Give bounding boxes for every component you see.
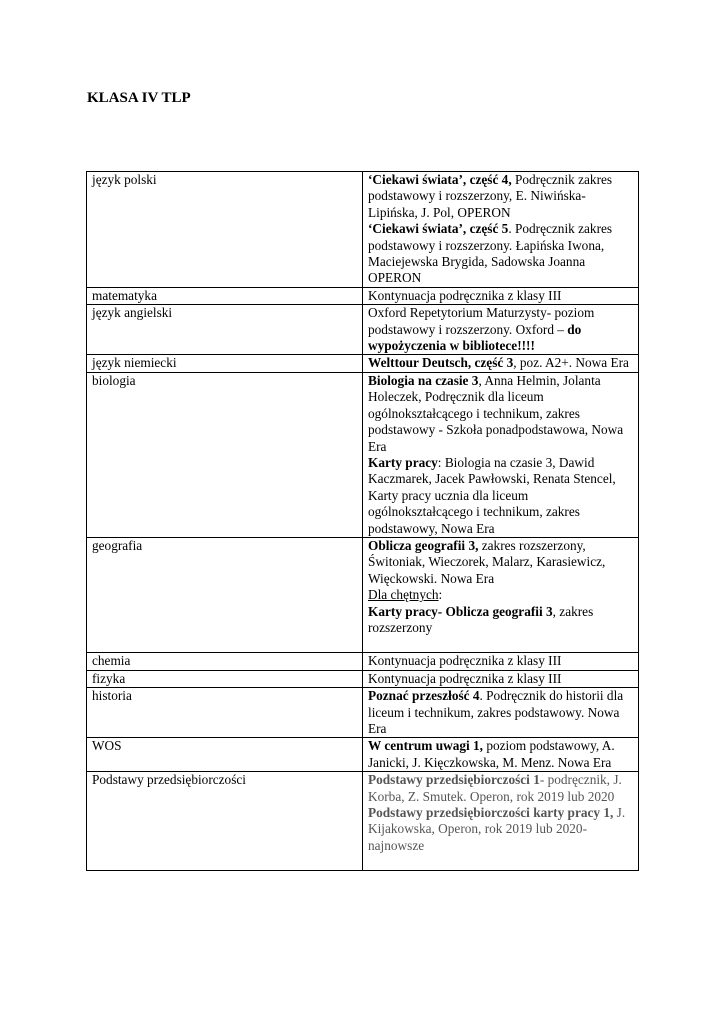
table-row xyxy=(87,653,639,670)
text-run: - podręcznik, J. Korba, Z. Smutek. Operon, rok 2019 lub 2020 xyxy=(368,772,622,804)
bold-text: Podstawy przedsiębiorczości karty pracy 1, xyxy=(368,805,614,821)
bold-text: Karty pracy xyxy=(368,454,438,470)
textbook-entry xyxy=(368,288,633,304)
table-row xyxy=(87,670,639,687)
bold-text: Oblicza geografii 3, xyxy=(368,537,479,553)
page-title: KLASA IV TLP xyxy=(87,90,191,106)
text-run: Kontynuacja podręcznika z klasy III xyxy=(368,287,562,303)
textbook-cell xyxy=(363,305,639,355)
textbook-cell xyxy=(363,355,639,372)
subject-cell: chemia xyxy=(87,653,363,670)
textbook-entry xyxy=(368,355,633,371)
text-run: : xyxy=(438,587,443,603)
bold-text: Poznać przeszłość 4 xyxy=(368,688,480,704)
table-row xyxy=(87,372,639,537)
textbook-entry xyxy=(368,221,633,287)
blank-line xyxy=(368,636,633,652)
table-row xyxy=(87,772,639,871)
textbook-cell xyxy=(363,372,639,537)
textbook-cell xyxy=(363,772,639,871)
subject-cell: WOS xyxy=(87,738,363,772)
textbook-entry xyxy=(368,671,633,687)
table-row xyxy=(87,537,639,652)
text-run: Kontynuacja podręcznika z klasy III xyxy=(368,653,562,669)
subject-cell: język polski xyxy=(87,172,363,288)
bold-text: ‘Ciekawi świata’, część 4, xyxy=(368,172,512,187)
table-row xyxy=(87,287,639,304)
subject-cell: język angielski xyxy=(87,305,363,355)
subject-cell: biologia xyxy=(87,372,363,537)
bold-text: W centrum uwagi 1, xyxy=(368,738,483,754)
subject-cell: Podstawy przedsiębiorczości xyxy=(87,772,363,871)
textbook-entry xyxy=(368,604,633,637)
text-run: Oxford Repetytorium Maturzysty- poziom podstawowy i rozszerzony. Oxford – xyxy=(368,305,595,337)
table-row xyxy=(87,688,639,738)
textbook-cell xyxy=(363,688,639,738)
subject-cell: geografia xyxy=(87,537,363,652)
text-run: , zakres rozszerzony xyxy=(368,603,594,635)
text-run: , Anna Helmin, Jolanta Holeczek, Podręcznik dla liceum ogólnokształcącego i technikum, zakres podstawowy - Szkoła ponadpodstawowa, Nowa Era xyxy=(368,372,624,454)
textbook-entry xyxy=(368,305,633,354)
textbook-cell xyxy=(363,738,639,772)
subject-cell: matematyka xyxy=(87,287,363,304)
bold-text: Podstawy przedsiębiorczości 1 xyxy=(368,772,540,788)
subject-cell: historia xyxy=(87,688,363,738)
text-run: : Biologia na czasie 3, Dawid Kaczmarek, Jacek Pawłowski, Renata Stencel, Karty pracy ucznia dla liceum ogólnokształcącego i technikum, zakres podstawowy, Nowa Era xyxy=(368,454,616,536)
textbook-entry xyxy=(368,688,633,737)
textbook-entry xyxy=(368,772,633,805)
table-body xyxy=(87,172,639,871)
textbook-cell xyxy=(363,287,639,304)
textbook-entry xyxy=(368,805,633,854)
text-run: J. Kijakowska, Operon, rok 2019 lub 2020- najnowsze xyxy=(368,805,626,853)
subject-cell: fizyka xyxy=(87,670,363,687)
textbook-entry xyxy=(368,373,633,455)
textbook-entry xyxy=(368,587,633,603)
textbook-cell xyxy=(363,670,639,687)
table-row xyxy=(87,172,639,288)
bold-text: do wypożyczenia w bibliotece!!!! xyxy=(368,321,582,354)
text-run: , poz. A2+. Nowa Era xyxy=(513,355,629,371)
textbook-entry xyxy=(368,653,633,669)
text-run: poziom podstawowy, A. Janicki, J. Kięczkowska, M. Menz. Nowa Era xyxy=(368,738,615,770)
text-run: Podręcznik zakres podstawowy i rozszerzony, E. Niwińska-Lipińska, J. Pol, OPERON xyxy=(368,172,613,220)
text-run: . Podręcznik zakres podstawowy i rozszerzony. Łapińska Iwona, Maciejewska Brygida, Sadowska Joanna OPERON xyxy=(368,221,613,286)
textbook-entry xyxy=(368,538,633,587)
textbook-entry xyxy=(368,738,633,771)
bold-text: Welttour Deutsch, część 3 xyxy=(368,355,514,371)
bold-text: Biologia na czasie 3 xyxy=(368,372,479,388)
subject-cell: język niemiecki xyxy=(87,355,363,372)
text-run: zakres rozszerzony, Świtoniak, Wieczorek, Malarz, Karasiewicz, Więckowski. Nowa Era xyxy=(368,537,606,586)
text-run: . Podręcznik do historii dla liceum i technikum, zakres podstawowy. Nowa Era xyxy=(368,688,624,736)
textbook-entry xyxy=(368,455,633,537)
bold-text: Karty pracy- Oblicza geografii 3 xyxy=(368,603,553,619)
table-row xyxy=(87,738,639,772)
textbook-table xyxy=(86,171,639,871)
textbook-cell xyxy=(363,653,639,670)
textbook-cell xyxy=(363,172,639,288)
table-row xyxy=(87,355,639,372)
text-run: Kontynuacja podręcznika z klasy III xyxy=(368,670,562,686)
textbook-entry xyxy=(368,172,633,221)
textbook-cell xyxy=(363,537,639,652)
bold-text: ‘Ciekawi świata’, część 5 xyxy=(368,221,509,237)
table-row xyxy=(87,305,639,355)
underlined-text: Dla chętnych xyxy=(368,587,439,603)
blank-line xyxy=(368,854,633,870)
